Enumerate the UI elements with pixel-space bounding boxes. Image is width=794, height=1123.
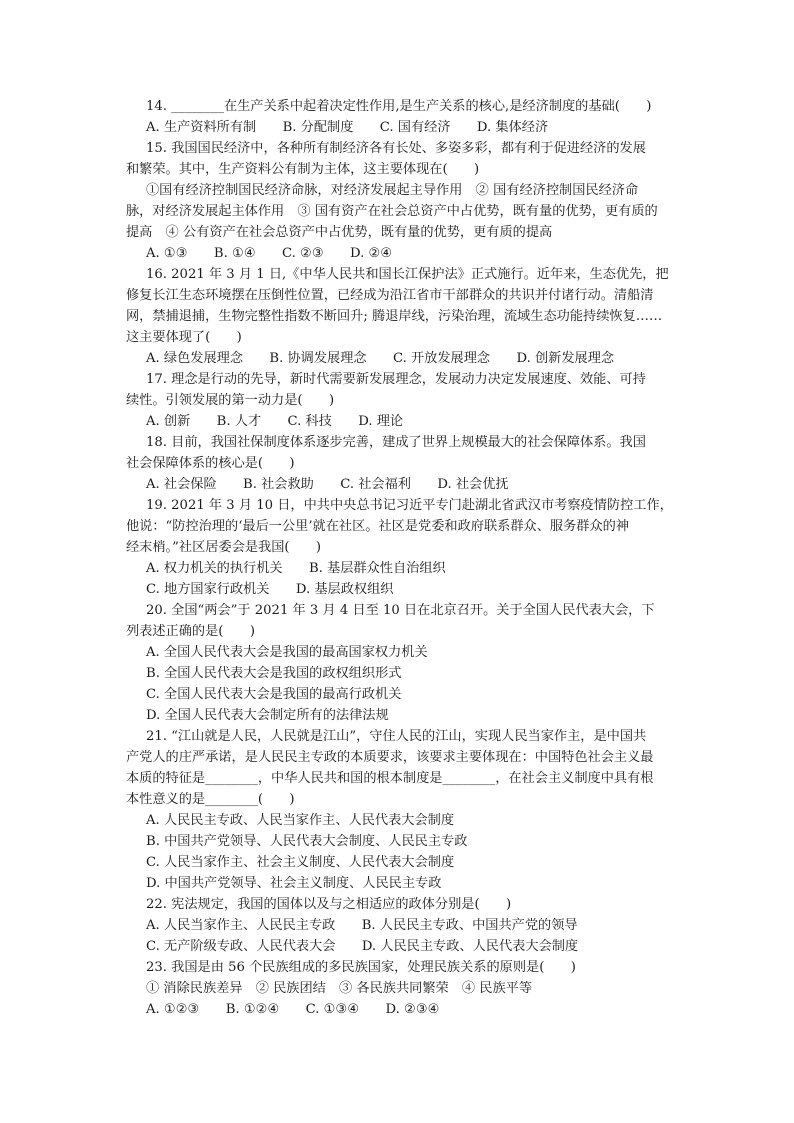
answer-option-b: B. 全国人民代表大会是我国的政权组织形式 bbox=[146, 666, 402, 681]
question-14 bbox=[126, 96, 686, 138]
question-stem-continued: 这主要体现了( ) bbox=[126, 330, 242, 345]
question-20 bbox=[126, 600, 686, 726]
answer-option-d: D. 中国共产党领导、社会主义制度、人民民主专政 bbox=[146, 876, 442, 891]
statement-list-continued: 提高 ④ 公有资产在社会总资产中占优势，既有量的优势，更有质的提高 bbox=[126, 225, 553, 240]
question-stem: 15. 我国国民经济中，各种所有制经济各有长处、多姿多彩，都有利于促进经济的发展 bbox=[146, 141, 646, 156]
question-stem: 17. 理念是行动的先导，新时代需要新发展理念，发展动力决定发展速度、效能、可持 bbox=[146, 372, 646, 387]
statement-list: ① 消除民族差异 ② 民族团结 ③ 各民族共同繁荣 ④ 民族平等 bbox=[146, 981, 533, 996]
question-stem-continued: 续性。引领发展的第一动力是( ) bbox=[126, 393, 335, 408]
answer-options: A. 生产资料所有制 B. 分配制度 C. 国有经济 D. 集体经济 bbox=[146, 120, 549, 135]
question-18 bbox=[126, 432, 686, 495]
exam-page bbox=[126, 96, 686, 1020]
answer-options: A. 人民当家作主、人民民主专政 B. 人民民主专政、中国共产党的领导 bbox=[146, 918, 578, 933]
question-stem-continued: 列表述正确的是( ) bbox=[126, 624, 255, 639]
question-15 bbox=[126, 138, 686, 264]
question-stem-continued: 社会保障体系的核心是( ) bbox=[126, 456, 295, 471]
answer-option-a: A. 全国人民代表大会是我国的最高国家权力机关 bbox=[146, 645, 428, 660]
answer-options: C. 无产阶级专政、人民代表大会 D. 人民民主专政、人民代表大会制度 bbox=[146, 939, 579, 954]
question-stem-continued: 本质的特征是________，中华人民共和国的根本制度是________，在社会主义制度中具有根 bbox=[126, 771, 654, 786]
question-16 bbox=[126, 264, 686, 369]
question-stem: 18. 目前，我国社保制度体系逐步完善，建成了世界上规模最大的社会保障体系。我国 bbox=[146, 435, 646, 450]
answer-options: A. ①③ B. ①④ C. ②③ D. ②④ bbox=[146, 246, 393, 261]
question-23 bbox=[126, 957, 686, 1020]
question-stem-continued: 修复长江生态环境摆在压倒性位置，已经成为沿江省市干部群众的共识并付诸行动。清船清 bbox=[126, 288, 654, 303]
statement-list-continued: 脉，对经济发展起主体作用 ③ 国有资产在社会总资产中占优势，既有量的优势，更有质的 bbox=[126, 204, 658, 219]
question-stem-continued: 本性意义的是________( ) bbox=[126, 792, 295, 807]
question-stem: 16. 2021 年 3 月 1 日,《中华人民共和国长江保护法》正式施行。近年来，生态优先，把 bbox=[146, 267, 669, 282]
question-22 bbox=[126, 894, 686, 957]
question-stem: 19. 2021 年 3 月 10 日，中共中央总书记习近平专门赴湖北省武汉市考察疫情防控工作， bbox=[146, 498, 673, 513]
question-stem-continued: 网，禁捕退捕，生物完整性指数不断回升; 腾退岸线，污染治理，流域生态功能持续恢复…… bbox=[126, 309, 663, 324]
question-stem: 21. “江山就是人民，人民就是江山”，守住人民的江山，实现人民当家作主，是中国共 bbox=[146, 729, 647, 744]
question-stem-continued: 经末梢。”社区居委会是我国( ) bbox=[126, 540, 322, 555]
answer-option-d: D. 全国人民代表大会制定所有的法律法规 bbox=[146, 708, 389, 723]
question-stem: 14. ________在生产关系中起着决定性作用,是生产关系的核心,是经济制度的基础( ) bbox=[146, 99, 652, 114]
answer-options: A. 绿色发展理念 B. 协调发展理念 C. 开放发展理念 D. 创新发展理念 bbox=[146, 351, 615, 366]
question-21 bbox=[126, 726, 686, 894]
answer-option-a: A. 人民民主专政、人民当家作主、人民代表大会制度 bbox=[146, 813, 455, 828]
answer-option-b: B. 中国共产党领导、人民代表大会制度、人民民主专政 bbox=[146, 834, 468, 849]
question-stem: 23. 我国是由 56 个民族组成的多民族国家，处理民族关系的原则是( ) bbox=[146, 960, 576, 975]
question-stem: 22. 宪法规定，我国的国体以及与之相适应的政体分别是( ) bbox=[146, 897, 512, 912]
statement-list: ①国有经济控制国民经济命脉，对经济发展起主导作用 ② 国有经济控制国民经济命 bbox=[146, 183, 639, 198]
question-19 bbox=[126, 495, 686, 600]
answer-options: A. 创新 B. 人才 C. 科技 D. 理论 bbox=[146, 414, 404, 429]
question-stem-continued: 和繁荣。其中，生产资料公有制为主体，这主要体现在( ) bbox=[126, 162, 480, 177]
answer-options: C. 地方国家行政机关 D. 基层政权组织 bbox=[146, 582, 394, 597]
question-stem: 20. 全国“两会”于 2021 年 3 月 4 日至 10 日在北京召开。关于全国人民代表大会，下 bbox=[146, 603, 655, 618]
answer-options: A. ①②③ B. ①②④ C. ①③④ D. ②③④ bbox=[146, 1002, 440, 1017]
answer-option-c: C. 全国人民代表大会是我国的最高行政机关 bbox=[146, 687, 402, 702]
question-stem-continued: 他说：“防控治理的‘最后一公里’就在社区。社区是党委和政府联系群众、服务群众的神 bbox=[126, 519, 630, 534]
answer-options: A. 权力机关的执行机关 B. 基层群众性自治组织 bbox=[146, 561, 446, 576]
answer-option-c: C. 人民当家作主、社会主义制度、人民代表大会制度 bbox=[146, 855, 455, 870]
answer-options: A. 社会保险 B. 社会救助 C. 社会福利 D. 社会优抚 bbox=[146, 477, 509, 492]
question-17 bbox=[126, 369, 686, 432]
question-stem-continued: 产党人的庄严承诺，是人民民主专政的本质要求，该要求主要体现在：中国特色社会主义最 bbox=[126, 750, 654, 765]
